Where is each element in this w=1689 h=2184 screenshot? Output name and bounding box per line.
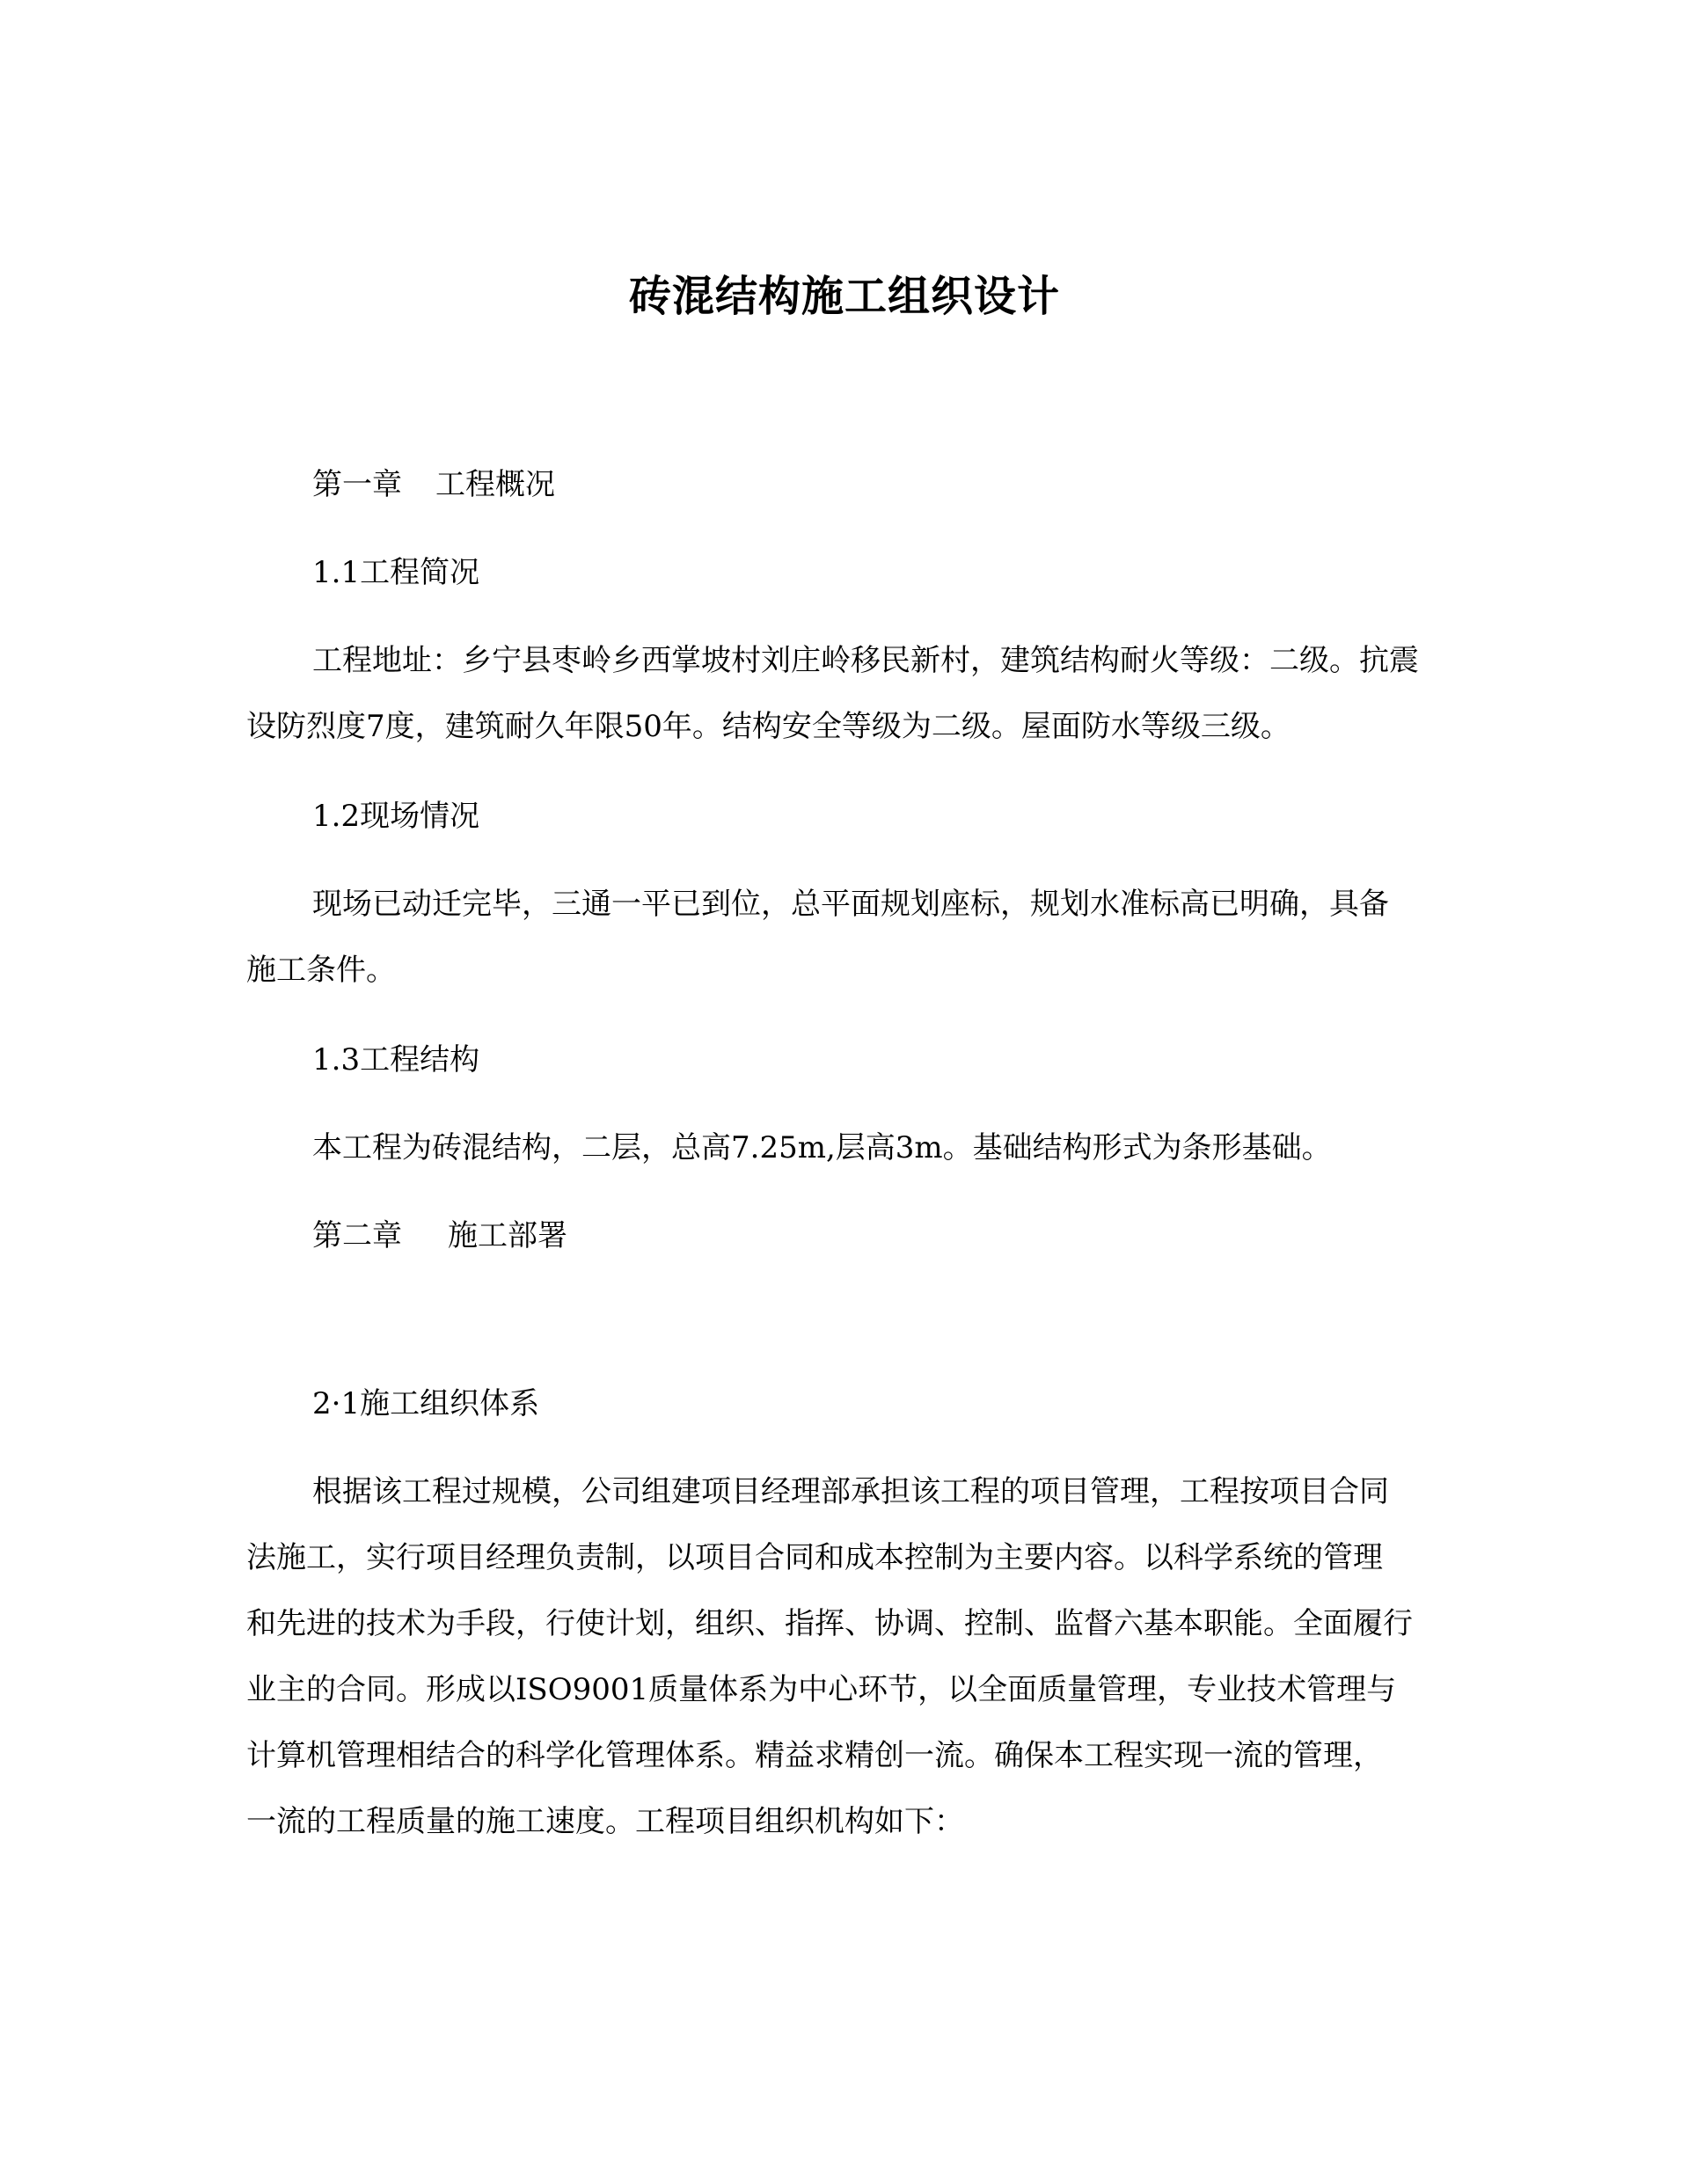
chapter-2-title: 施工部署: [448, 1218, 567, 1253]
paragraph-2-line-1: 现场已动迁完毕，三通一平已到位，总平面规划座标，规划水准标高已明确，具备: [312, 887, 1389, 922]
section-2-1-heading: 2·1施工组织体系: [312, 1386, 540, 1421]
paragraph-2-line-2: 施工条件。: [246, 953, 396, 988]
chapter-1-heading: [312, 464, 1509, 505]
section-1-1-heading: 1.1工程简况: [312, 555, 480, 590]
document-title: 砖混结构施工组织设计: [628, 272, 1060, 321]
paragraph-4-line-2: 法施工，实行项目经理负责制，以项目合同和成本控制为主要内容。以科学系统的管理: [246, 1540, 1383, 1575]
chapter-2-heading: [312, 1216, 1509, 1256]
chapter-2-label: 第二章: [312, 1218, 402, 1253]
chapter-1-label: 第一章: [312, 467, 402, 502]
paragraph-4-line-6: 一流的工程质量的施工速度。工程项目组织机构如下：: [246, 1804, 964, 1839]
paragraph-1-line-2: 设防烈度7度，建筑耐久年限50年。结构安全等级为二级。屋面防水等级三级。: [246, 709, 1291, 744]
paragraph-3-line-1: 本工程为砖混结构，二层，总高7.25m,层高3m。基础结构形式为条形基础。: [312, 1130, 1332, 1165]
paragraph-1-line-1: 工程地址：乡宁县枣岭乡西掌坡村刘庄岭移民新村，建筑结构耐火等级：二级。抗震: [312, 643, 1419, 678]
paragraph-4-line-5: 计算机管理相结合的科学化管理体系。精益求精创一流。确保本工程实现一流的管理，: [246, 1738, 1383, 1773]
chapter-1-title: 工程概况: [435, 467, 555, 502]
paragraph-4-line-4: 业主的合同。形成以ISO9001质量体系为中心环节，以全面质量管理，专业技术管理与: [246, 1672, 1397, 1707]
section-1-2-heading: 1.2现场情况: [312, 799, 480, 834]
section-1-3-heading: 1.3工程结构: [312, 1042, 480, 1077]
paragraph-4-line-3: 和先进的技术为手段，行使计划，组织、指挥、协调、控制、监督六基本职能。全面履行: [246, 1606, 1413, 1641]
paragraph-4-line-1: 根据该工程过规模，公司组建项目经理部承担该工程的项目管理，工程按项目合同: [312, 1474, 1389, 1509]
